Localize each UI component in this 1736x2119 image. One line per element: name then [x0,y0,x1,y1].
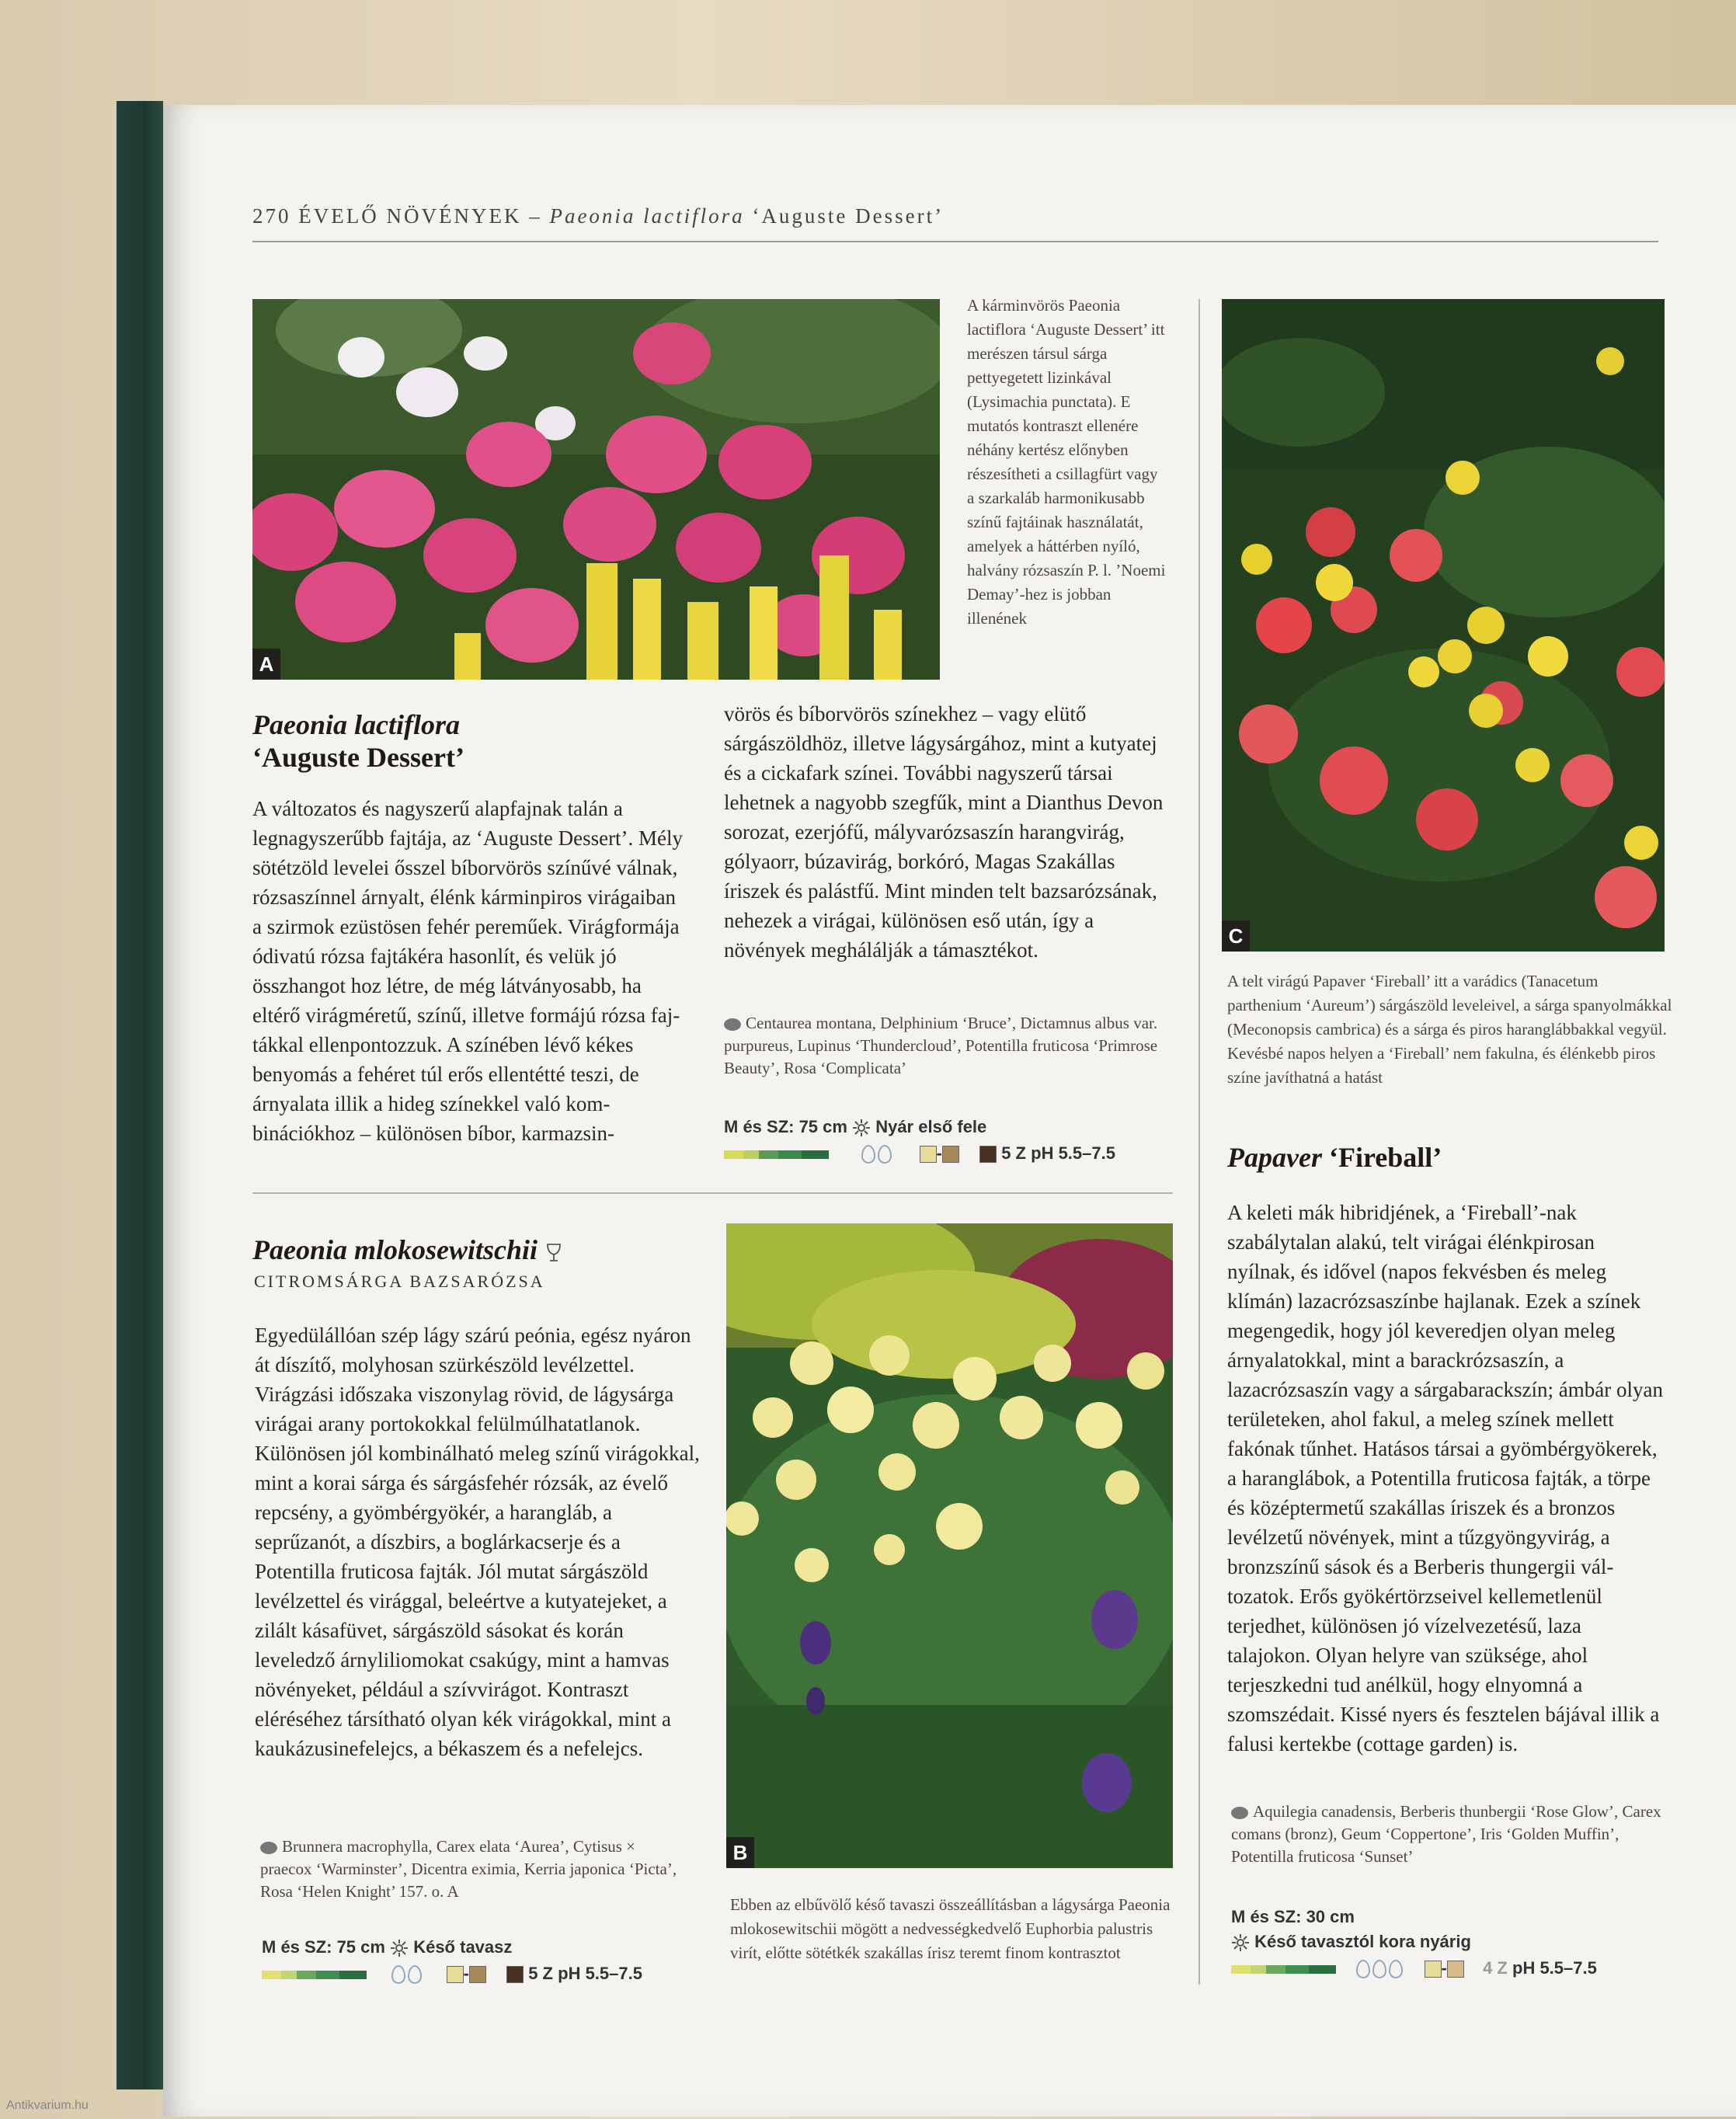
entry1-companions: Centaurea montana, Delphinium ‘Bruce’, Dictamnus albus var. purpureus, Lupinus ‘Thundercloud’, Potentilla fruticosa ‘Primrose Beauty’, Rosa ‘Complicata’ [724,1014,1158,1077]
caption-a: A kárminvörös Paeonia lactiflora ‘Auguste Dessert’ itt merészen társul sárga pettyegetett lizinkával (Lysimachia punctata). E mutatós kontraszt ellenére néhány kertész előnyben részesítheti a csillagfürt vagy a szarkaláb harmonikusabb színű fajtáinak használatát, amelyek a háttérben nyíló, halvány rózsaszín P. l. ’Noemi Demay’-hez is jobban illenének [967,296,1166,628]
entry1-size: M és SZ: 75 cm [724,1117,847,1136]
entry2-size: M és SZ: 75 cm [262,1937,385,1957]
moisture-drop-icon [1356,1960,1370,1978]
section-title: ÉVELŐ NÖVÉNYEK [298,204,522,228]
soil-dark-icon [979,1146,997,1163]
soil-dark-icon [506,1966,524,1983]
moisture-drop-icon [1389,1960,1403,1978]
watermark: Antikvarium.hu [6,2099,89,2112]
entry1-ph: pH 5.5–7.5 [1031,1143,1115,1164]
entry3-zone: 4 Z [1483,1958,1508,1978]
header-cultivar: ‘Auguste Dessert’ [752,204,945,228]
entry2-companions: Brunnera macrophylla, Carex elata ‘Aurea’, Cytisus × praecox ‘Warminster’, Dicentra eximia, Kerria japonica ‘Picta’, Rosa ‘Helen Knight’ 157. o. A [260,1837,677,1901]
entry2-body: Egyedülállóan szép lágy szárú peónia, egész nyáron át díszítő, molyhosan szürkészöld levélzettel. Virágzási időszaka viszonylag rövid, de lágysárga virágai arany portokokkal felülmúlhatatlanok. Különösen jól kombinálható meleg színű virágokkal, mint a korai sárga és sárgásfehér rózsák, az évelő repcsény, a gyömbérgyökér, a harangláb, a seprűzanót, a díszbirs, a boglárkacserje és a Potentilla fruticosa fajták. Jól mutat sárgászöld levélzettel és virággal, beleértve a kutyatejeket, a zilált kásafüvet, sárgászöld sásokat és korán leveledző árnyliliomokat csakúgy, mint a hamvas növényeket, például a szívvirágot. Kontraszt eléréséhez társítható olyan kék virágokkal, mint a kaukázusinefelejcs, a békaszem és a nefelejcs. [255,1324,700,1760]
soil-light-icon [920,1146,937,1163]
entry1-title: Paeonia lactiflora ‘Auguste Dessert’ [252,709,464,773]
moisture-drop-icon [408,1965,422,1984]
companion-plant-icon [1231,1807,1248,1819]
entry2-zone: 5 Z [528,1964,553,1984]
column-divider [1199,299,1200,1985]
photo-papaver-fireball [1222,299,1665,952]
entry1-specs: M és SZ: 75 cm Nyár első fele - 5 Z pH 5.5–7.5 [724,1117,1115,1164]
foliage-color-bar [724,1143,829,1163]
entry3-season: Késő tavasztól kora nyárig [1254,1932,1471,1951]
caption-b: Ebben az elbűvölő késő tavaszi összeállításban a lágysárga Paeonia mlokosewitschii mögött a nedvességkedvelő Euphorbia palustris virít, előtte sötétkék szakállas írisz teremt finom kontrasztot [730,1895,1171,1962]
photo-paeonia-mlokosewitschii [726,1223,1173,1868]
soil-light-icon [1425,1961,1442,1978]
entry-divider [252,1192,1173,1194]
entry2-specs: M és SZ: 75 cm Késő tavasz - 5 Z pH 5.5–7.5 [262,1937,642,1984]
companion-plant-icon [260,1842,277,1854]
moisture-drop-icon [391,1965,405,1984]
entry1-season: Nyár első fele [875,1117,987,1136]
foliage-color-bar [262,1964,367,1983]
flowering-season-icon [852,1119,871,1137]
entry2-season: Késő tavasz [413,1937,513,1957]
photo-peony-auguste-dessert [252,299,940,680]
book-cover-edge [117,101,163,2089]
entry3-size: M és SZ: 30 cm [1231,1907,1355,1926]
running-header: 270 ÉVELŐ NÖVÉNYEK – Paeonia lactiflora ‘Auguste Dessert’ [252,204,945,228]
photo-label-b: B [726,1837,754,1868]
flowering-season-icon [390,1939,409,1957]
soil-medium-icon [942,1146,959,1163]
moisture-drop-icon [878,1145,892,1164]
caption-c: A telt virágú Papaver ‘Fireball’ itt a varádics (Tanacetum parthenium ‘Aureum’) sárgászöld leveleivel, a sárga spanyolmákkal (Meconopsis cambrica) és a sárga és piros haranglábbakkal vegyül. Kevésbé napos helyen a ‘Fireball’ nem fakulna, és élénkebb piros színe javíthatná a hatást [1227,972,1672,1087]
soil-medium-icon [1447,1961,1464,1978]
moisture-drop-icon [1372,1960,1386,1978]
entry2-common-name: CITROMSÁRGA BAZSARÓZSA [254,1272,545,1291]
soil-medium-icon [469,1966,486,1983]
entry3-ph: pH 5.5–7.5 [1512,1958,1597,1978]
companion-plant-icon [724,1018,741,1031]
entry2-title: Paeonia mlokosewitschii [252,1233,656,1266]
header-rule [252,241,1658,242]
entry1-zone: 5 Z [1001,1143,1026,1164]
entry3-title: Papaver ‘Fireball’ [1227,1142,1442,1173]
header-plant: Paeonia lactiflora [549,204,745,228]
award-cup-icon [544,1242,563,1264]
entry3-companions: Aquilegia canadensis, Berberis thunbergii ‘Rose Glow’, Carex comans (bronz), Geum ‘Coppertone’, Iris ‘Golden Muffin’, Potentilla fruticosa ‘Sunset’ [1231,1802,1661,1866]
flowering-season-icon [1231,1933,1250,1952]
photo-label-a: A [252,649,280,680]
entry3-specs: M és SZ: 30 cm Késő tavasztól kora nyárig - 4 Z pH 5.5–7.5 [1231,1907,1666,1978]
entry3-body: A keleti mák hibridjének, a ‘Fireball’-nak szabálytalan alakú, telt virágai élénkpirosan nyílnak, és idővel (napos fekvésben és meleg klímán) lazacrózsaszínbe hajlanak. Ezek a színek megengedik, hogy jól keveredjen olyan meleg árnyalatokkal, mint a barackrózsaszín, a lazacrózsaszín vagy a sárgabarackszín; ámbár olyan területeken, ahol fakul, a meleg színek mellett fakónak tűnhet. Hatásos társai a gyömbérgyökerek, a haranglábok, a Potentilla fruticosa fajták, a törpe és középtermetű szakállas íriszek és a bronzos levélzetű növények, mint a tűzgyöngyvirág, a bronzszínű sások és a Berberis thungergii változatok. Erős gyökértörzseivel kellemetlenül terjedhet, különösen jó vízelvezetésű, laza talajokon. Olyan helyre van szüksége, ahol terjeszkedni tud anélkül, hogy elnyomná a szomszédait. Kissé nyers és fesztelen bájával illik a falusi kertekbe (cottage garden) is. [1227,1201,1663,1755]
moisture-drop-icon [861,1145,875,1164]
photo-label-c: C [1222,920,1250,952]
entry1-body-col2: vörös és bíborvörös színekhez – vagy elütő sárgászöldhöz, illetve lágysárgához, mint a kutyatej és a cickafark színei. További nagyszerű társai lehetnek a nagyobb szegfűk, mint a Dianthus Devon sorozat, ezerjófű, mályvarózsaszín harangvirág, gólyaorr, búzavirág, borkóró, Magas Szakállas íriszek és palástfű. Mint minden telt bazsarózsának, nehezek a virágai, különösen eső után, így a növények meghálálják a támasztékot. [724,702,1164,962]
page-number: 270 [252,204,291,228]
soil-light-icon [447,1966,464,1983]
entry2-ph: pH 5.5–7.5 [558,1964,642,1984]
entry1-body-col1: A változatos és nagyszerű alapfajnak talán a legnagyszerűbb fajtája, az ‘Auguste Dessert’. Mély sötétzöld levelei ősszel bíborvörös színűvé válnak, rózsaszínnel árnyalt, élénk kárminpiros virágaiban a szirmok ezüstösen fehér pereműek. Virágformája ódivatú rózsa fajtákéra hasonlít, és velük jó összhangot hoz létre, de még látványosabb, ha eltérő virágméretű, színű, illetve formájú rózsa fajtákkal ellenpontozzuk. A színében lévő kékes benyomás a fehéret túl erős ellentétté teszi, de árnyalata illik a hideg színekkel való kombinációkhoz – különösen bíbor, karmazsin- [252,797,684,1145]
foliage-color-bar [1231,1958,1336,1978]
